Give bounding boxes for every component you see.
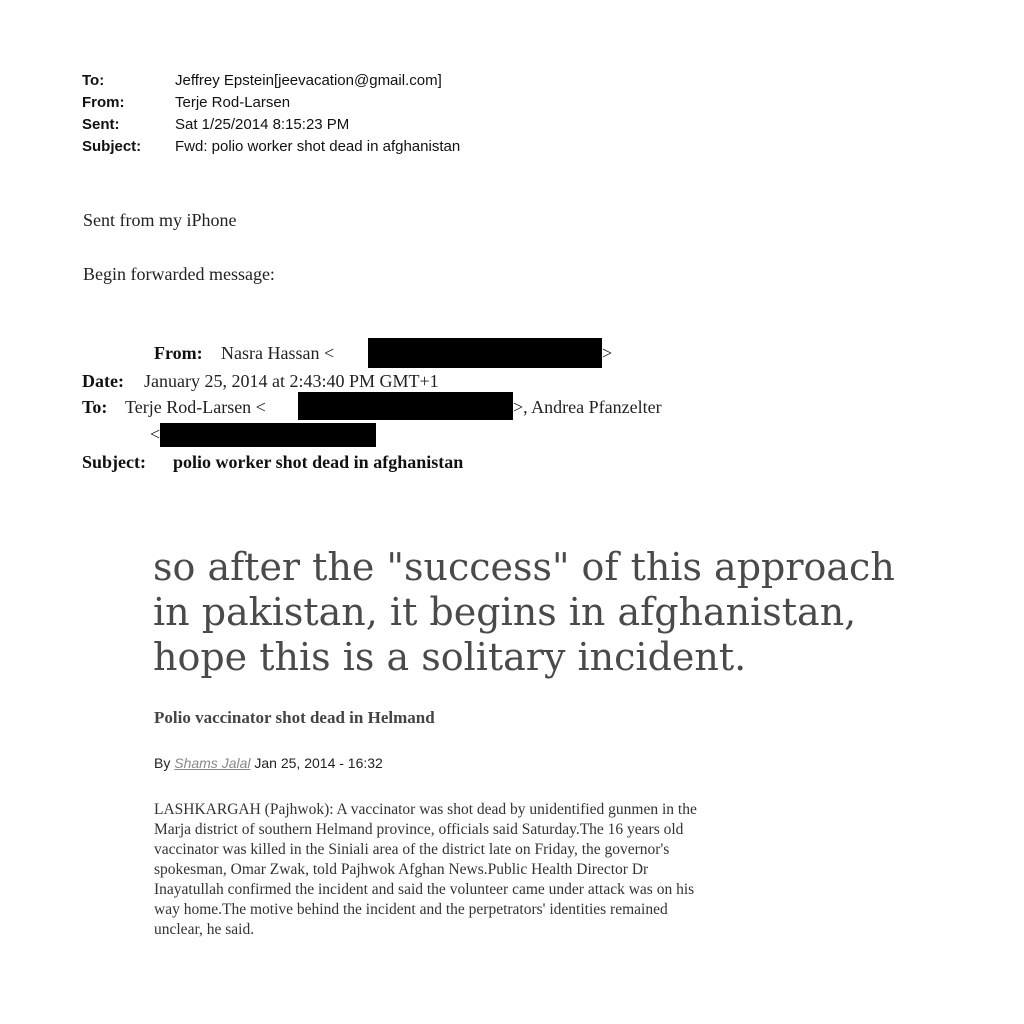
article-line: way home.The motive behind the incident and the perpetrators' identities remained	[154, 901, 668, 918]
fwd-subject-value: polio worker shot dead in afghanistan	[173, 452, 464, 472]
subject-value: Fwd: polio worker shot dead in afghanistan	[175, 138, 461, 155]
article-line: unclear, he said.	[154, 921, 255, 938]
to-value: Jeffrey Epstein[jeevacation@gmail.com]	[175, 72, 442, 89]
article-title: Polio vaccinator shot dead in Helmand	[154, 708, 435, 727]
redaction-box	[160, 423, 376, 447]
begin-forwarded-line: Begin forwarded message:	[83, 264, 275, 284]
sent-from-line: Sent from my iPhone	[83, 210, 237, 230]
fwd-to-label: To:	[82, 397, 108, 417]
article-line: spokesman, Omar Zwak, told Pajhwok Afghan News.Public Health Director Dr	[154, 861, 649, 878]
fwd-date-value: January 25, 2014 at 2:43:40 PM GMT+1	[144, 371, 439, 391]
quote-block	[153, 545, 895, 680]
from-label: From:	[82, 94, 125, 111]
article-datetime: Jan 25, 2014 - 16:32	[254, 755, 383, 771]
fwd-subject-label: Subject:	[82, 452, 146, 472]
article-body	[154, 800, 697, 940]
from-value: Terje Rod-Larsen	[175, 94, 291, 111]
fwd-from-close: >	[602, 343, 613, 363]
author-link[interactable]: Shams Jalal	[174, 755, 251, 771]
redaction-box	[298, 392, 513, 420]
to-label: To:	[82, 72, 105, 89]
article-line: Marja district of southern Helmand province, officials said Saturday.The 16 years old	[154, 821, 684, 838]
fwd-from-label: From:	[154, 343, 203, 363]
sent-label: Sent:	[82, 116, 120, 133]
by-label: By	[154, 755, 171, 771]
fwd-to-value-2: >, Andrea Pfanzelter	[513, 397, 662, 417]
sent-value: Sat 1/25/2014 8:15:23 PM	[175, 116, 350, 133]
quote-line: so after the "success" of this approach	[153, 545, 895, 589]
article-line: vaccinator was killed in the Siniali area of the district late on Friday, the governor's	[154, 841, 670, 858]
subject-label: Subject:	[82, 138, 142, 155]
fwd-from-value: Nasra Hassan <	[221, 343, 335, 363]
redaction-box	[368, 338, 602, 368]
fwd-to-cont: <	[150, 424, 161, 444]
article-line: Inayatullah confirmed the incident and said the volunteer came under attack was on his	[154, 881, 695, 898]
article-line: LASHKARGAH (Pajhwok): A vaccinator was shot dead by unidentified gunmen in the	[154, 801, 697, 818]
quote-line: hope this is a solitary incident.	[153, 635, 747, 679]
fwd-date-label: Date:	[82, 371, 124, 391]
quote-line: in pakistan, it begins in afghanistan,	[153, 590, 857, 634]
byline	[154, 755, 383, 771]
fwd-to-value: Terje Rod-Larsen <	[125, 397, 266, 417]
